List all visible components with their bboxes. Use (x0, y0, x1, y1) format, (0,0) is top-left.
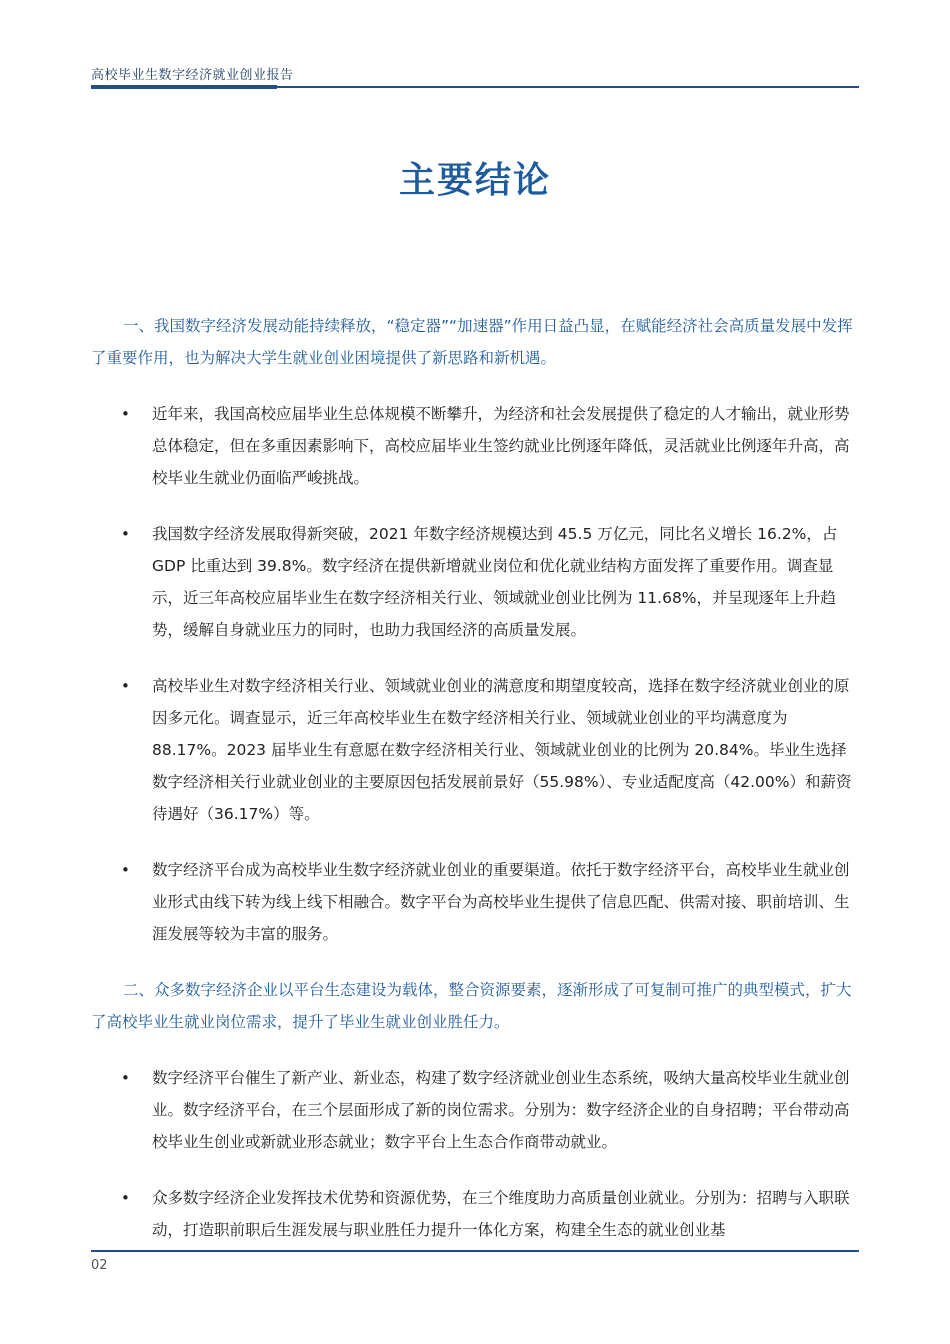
section-2-bullets (91, 1062, 859, 1246)
page-number: 02 (91, 1258, 108, 1273)
section-1-bullets (91, 398, 859, 950)
section-1-lead: 一、我国数字经济发展动能持续释放，“稳定器”“加速器”作用日益凸显，在赋能经济社会高质量发展中发挥了重要作用，也为解决大学生就业创业困境提供了新思路和新机遇。 (91, 317, 853, 367)
footer-rule (91, 1250, 859, 1252)
list-item (91, 398, 859, 494)
bullet-icon: • (121, 677, 130, 695)
bullet-icon: • (121, 861, 130, 879)
bullet-text: 数字经济平台成为高校毕业生数字经济就业创业的重要渠道。依托于数字经济平台，高校毕业生就业创业形式由线下转为线上线下相融合。数字平台为高校毕业生提供了信息匹配、供需对接、职前培训、生涯发展等较为丰富的服务。 (152, 861, 850, 943)
bullet-icon: • (121, 525, 130, 543)
bullet-text: 近年来，我国高校应届毕业生总体规模不断攀升，为经济和社会发展提供了稳定的人才输出，就业形势总体稳定，但在多重因素影响下，高校应届毕业生签约就业比例逐年降低，灵活就业比例逐年升高，高校毕业生就业仍面临严峻挑战。 (152, 405, 850, 487)
section-2-lead: 二、众多数字经济企业以平台生态建设为载体，整合资源要素，逐渐形成了可复制可推广的典型模式，扩大了高校毕业生就业岗位需求，提升了毕业生就业创业胜任力。 (91, 981, 852, 1031)
bullet-icon: • (121, 1069, 130, 1087)
bullet-icon: • (121, 405, 130, 423)
list-item (91, 854, 859, 950)
page-title: 主要结论 (398, 160, 551, 201)
bullet-text: 我国数字经济发展取得新突破，2021 年数字经济规模达到 45.5 万亿元，同比名义增长 16.2%，占 GDP 比重达到 39.8%。数字经济在提供新增就业岗位和优化就业结构方面发挥了重要作用。调查显示，近三年高校应届毕业生在数字经济相关行业、领域就业创业比例为 11.68%，并呈现逐年上升趋势，缓解自身就业压力的同时，也助力我国经济的高质量发展。 (152, 525, 838, 639)
list-item (91, 518, 859, 646)
main-content (91, 310, 859, 1270)
bullet-text: 数字经济平台催生了新产业、新业态，构建了数字经济就业创业生态系统，吸纳大量高校毕业生就业创业。数字经济平台，在三个层面形成了新的岗位需求。分别为：数字经济企业的自身招聘；平台带动高校毕业生创业或新就业形态就业；数字平台上生态合作商带动就业。 (152, 1069, 850, 1151)
list-item (91, 1062, 859, 1158)
header-running-title: 高校毕业生数字经济就业创业报告 (91, 68, 294, 83)
header-rule-accent (91, 85, 277, 89)
bullet-icon: • (121, 1189, 130, 1207)
bullet-text: 众多数字经济企业发挥技术优势和资源优势，在三个维度助力高质量创业就业。分别为：招聘与入职联动，打造职前职后生涯发展与职业胜任力提升一体化方案，构建全生态的就业创业基 (152, 1189, 850, 1239)
list-item (91, 1182, 859, 1246)
bullet-text: 高校毕业生对数字经济相关行业、领域就业创业的满意度和期望度较高，选择在数字经济就业创业的原因多元化。调查显示，近三年高校毕业生在数字经济相关行业、领域就业创业的平均满意度为 88.17%。2023 届毕业生有意愿在数字经济相关行业、领域就业创业的比例为 20.84%。毕业生选择数字经济相关行业就业创业的主要原因包括发展前景好（55.98%）、专业适配度高（42.00%）和薪资待遇好（36.17%）等。 (152, 677, 852, 823)
list-item (91, 670, 859, 830)
